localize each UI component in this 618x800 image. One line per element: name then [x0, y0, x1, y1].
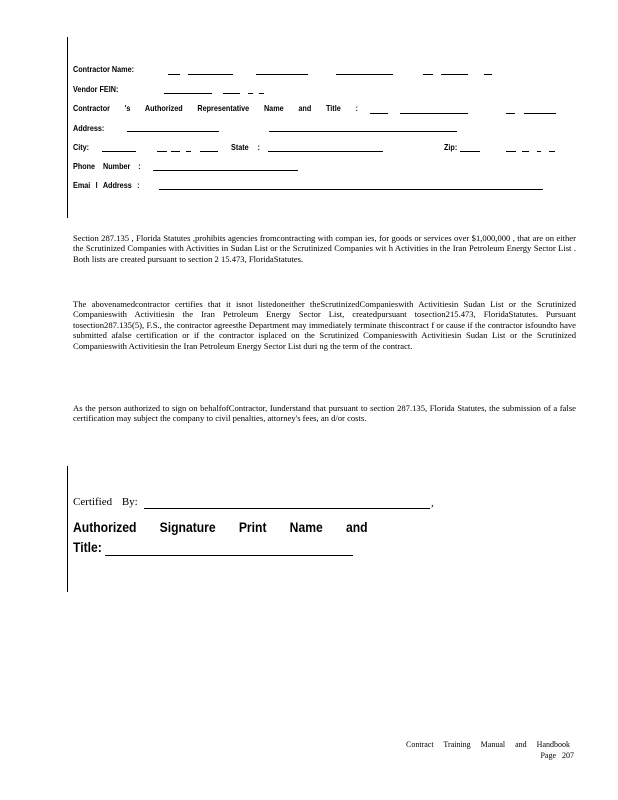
paragraph-certification: The abovenamedcontractor certifies that it isnot listedoneither theScrutinizedCompanieswith Activitiesin Sudan List or the Scrutinized Companieswith Activitiesin the Iran Petroleum Energy Sector List, createdpursuant tosection215.473, FloridaStatutes. Pursuant tosection287.135(5), F.S., the contractor agreesthe Department may immediately terminate thiscontract f or cause if the contractor isfoundto have submitted afalse certification or if the contractor isplaced on the Scrutinized Companieswith Activitiesin Sudan List or the Scrutinized Companieswith Activitiesin the Iran Petroleum Energy Sector List duri ng the term of the contract.: [73, 299, 576, 351]
footer-page-number: Page 207: [540, 751, 574, 760]
email-label: Emai l Address :: [73, 180, 140, 190]
certified-by-field[interactable]: [144, 508, 430, 509]
vendor-fein-label: Vendor FEIN:: [73, 84, 119, 94]
certified-by-label: Certified By:: [73, 496, 138, 508]
margin-rule-top: [67, 37, 68, 218]
phone-field[interactable]: [153, 170, 298, 171]
paragraph-penalties: As the person authorized to sign on behalfofContractor, Iunderstand that pursuant to section 287.135, Florida Statutes, the submission of a false certification may subject the company to civil penalties, attorney's fees, an d/or costs.: [73, 403, 576, 424]
paragraph-statute: Section 287.135 , Florida Statutes ,prohibits agencies fromcontracting with compan ies, for goods or services over $1,000,000 , that are on either the Scrutinized Companies with Activities in Sudan List or the Scrutinized Companies wit h Activities in the Iran Petroleum Energy Sector List . Both lists are created pursuant to section 2 15.473, FloridaStatutes.: [73, 233, 576, 264]
signature-title-field[interactable]: [105, 555, 353, 556]
certified-by-comma: ,: [431, 497, 434, 509]
zip-label: Zip:: [444, 142, 458, 152]
address-label: Address:: [73, 123, 105, 133]
authorized-signature-label: Authorized Signature Print Name and: [73, 520, 368, 535]
margin-rule-bottom: [67, 466, 68, 592]
city-label: City:: [73, 142, 90, 152]
email-field[interactable]: [159, 189, 543, 190]
state-label: State :: [231, 142, 260, 152]
contractor-name-label: Contractor Name:: [73, 64, 135, 74]
footer-manual-title: Contract Training Manual and Handbook: [406, 740, 570, 749]
state-field[interactable]: [268, 151, 383, 152]
authorized-representative-label: Contractor 's Authorized Representative Name and Title :: [73, 103, 358, 113]
title-label: Title:: [73, 540, 102, 555]
phone-label: Phone Number :: [73, 161, 141, 171]
